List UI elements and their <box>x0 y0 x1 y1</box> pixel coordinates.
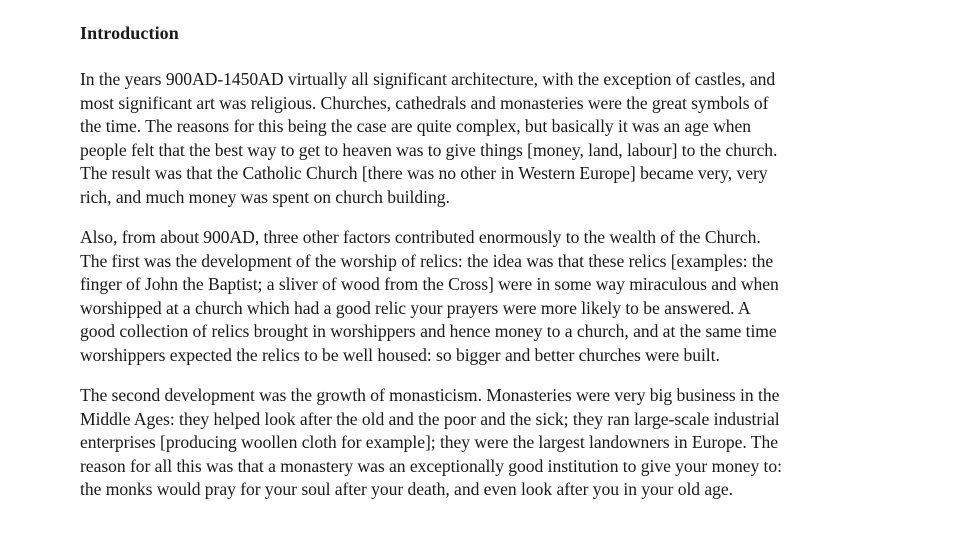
paragraph-line: reason for all this was that a monastery was an exceptionally good institution to give your money to: <box>80 455 782 476</box>
paragraph-line: Middle Ages: they helped look after the old and the poor and the sick; they ran large-scale industrial <box>80 408 780 429</box>
paragraph-2 <box>80 226 880 367</box>
paragraph-line: finger of John the Baptist; a sliver of wood from the Cross] were in some way miraculous and when <box>80 274 779 294</box>
paragraph-line: the time. The reasons for this being the case are quite complex, but basically it was an age when <box>80 116 751 136</box>
paragraph-line: In the years 900AD-1450AD virtually all significant architecture, with the exception of castles, and <box>80 69 776 89</box>
paragraph-line: worshippers expected the relics to be well housed: so bigger and better churches were built. <box>80 344 720 365</box>
paragraph-line: rich, and much money was spent on church building. <box>80 186 450 207</box>
paragraph-line: Also, from about 900AD, three other factors contributed enormously to the wealth of the Church. <box>80 227 761 247</box>
paragraph-line: The first was the development of the worship of relics: the idea was that these relics [examples: the <box>80 250 774 271</box>
paragraph-line: good collection of relics brought in worshippers and hence money to a church, and at the same time <box>80 321 777 341</box>
document-page <box>80 22 880 519</box>
paragraph-line: most significant art was religious. Churches, cathedrals and monasteries were the great symbols of <box>80 92 769 113</box>
paragraph-line: the monks would pray for your soul after your death, and even look after you in your old age. <box>80 479 733 499</box>
paragraph-line: The result was that the Catholic Church [there was no other in Western Europe] became very, very <box>80 163 768 183</box>
paragraph-line: people felt that the best way to get to heaven was to give things [money, land, labour] to the church. <box>80 139 778 160</box>
paragraph-line: worshipped at a church which had a good relic your prayers were more likely to be answered. A <box>80 297 751 318</box>
paragraph-line: enterprises [producing woollen cloth for example]; they were the largest landowners in Europe. The <box>80 432 778 452</box>
paragraph-3 <box>80 384 880 502</box>
document-heading: Introduction <box>80 23 179 43</box>
paragraph-line: The second development was the growth of monasticism. Monasteries were very big business in the <box>80 385 780 405</box>
paragraph-1 <box>80 68 880 209</box>
